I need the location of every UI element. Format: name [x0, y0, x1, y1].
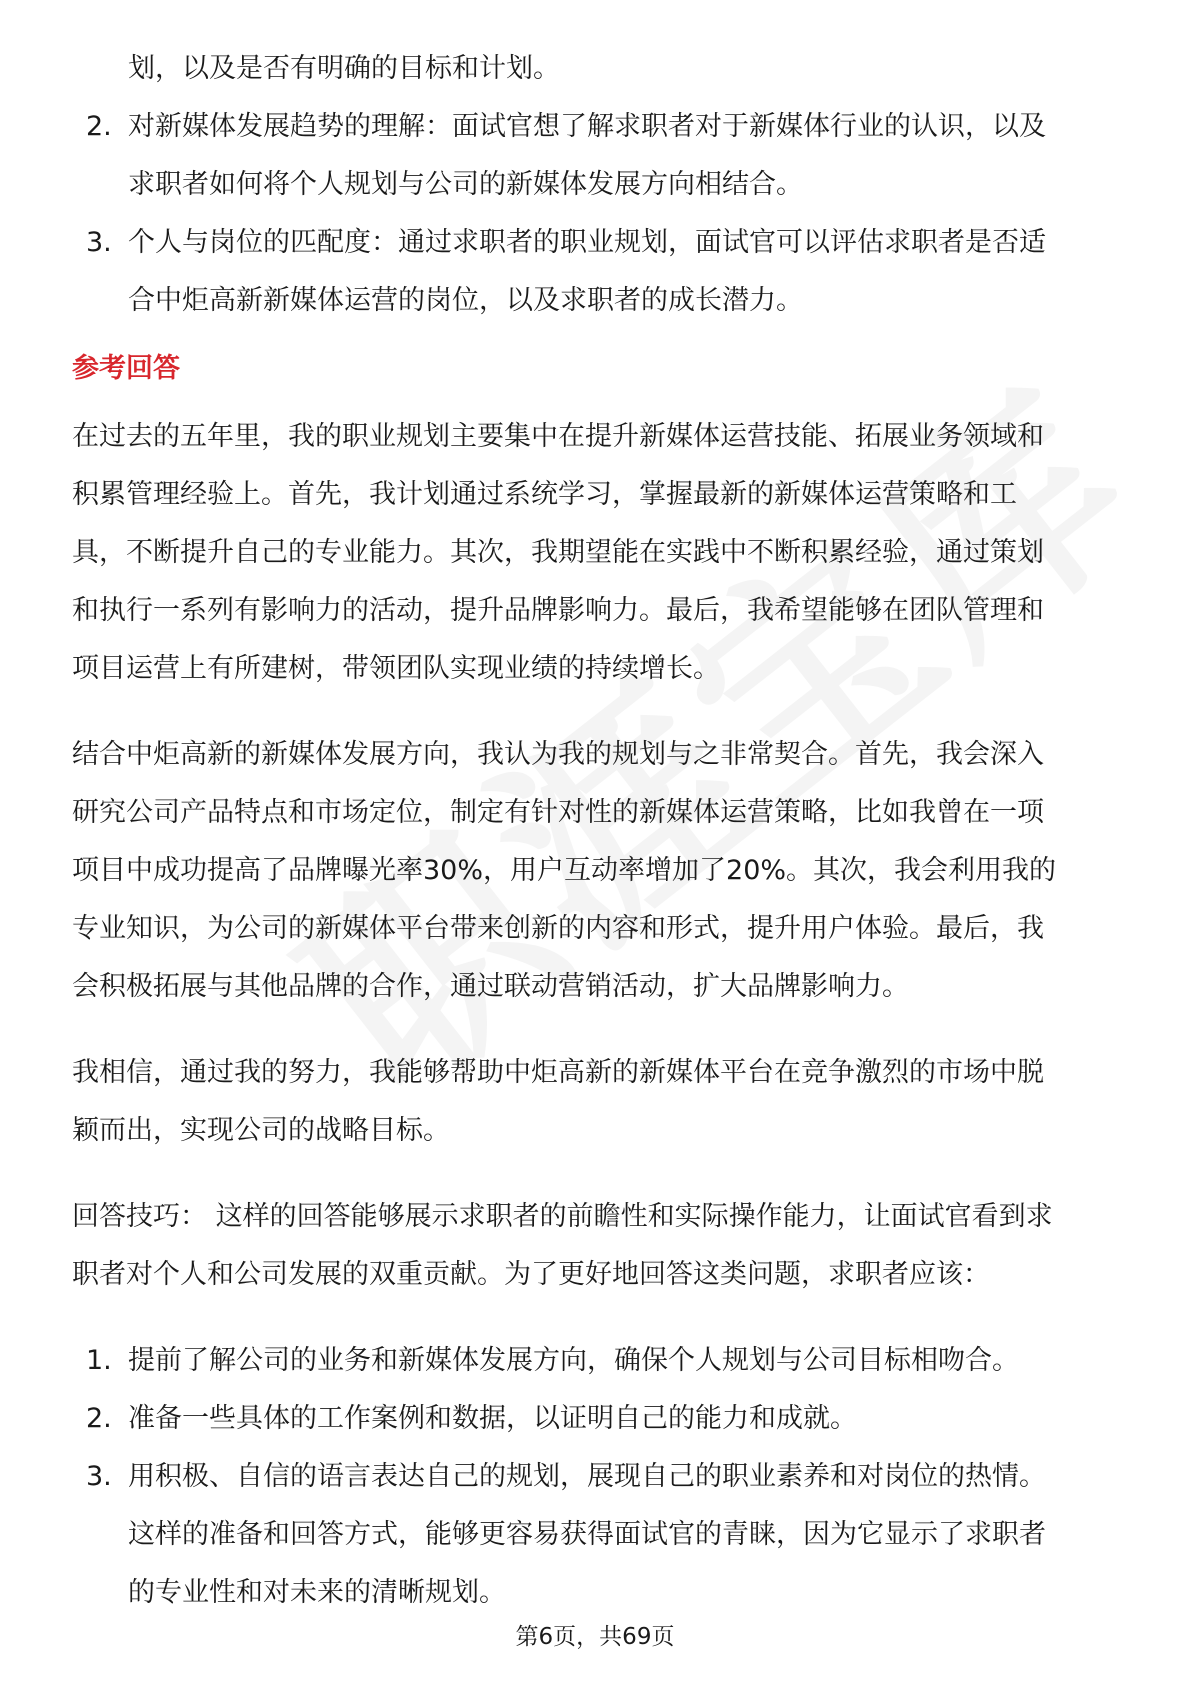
list-item-continuation: 划，以及是否有明确的目标和计划。	[128, 53, 560, 84]
list-item-number: 1.	[86, 1345, 112, 1376]
list-item	[72, 98, 1122, 214]
top-list	[72, 40, 1122, 330]
paragraph	[72, 408, 1122, 698]
paragraph-line: 结合中炬高新的新媒体发展方向，我认为我的规划与之非常契合。首先，我会深入	[72, 739, 1044, 770]
list-item-number: 3.	[86, 1461, 112, 1492]
paragraph-line: 我相信，通过我的努力，我能够帮助中炬高新的新媒体平台在竞争激烈的市场中脱	[72, 1057, 1044, 1088]
list-item-line: 准备一些具体的工作案例和数据，以证明自己的能力和成就。	[128, 1403, 857, 1434]
list-item-line: 个人与岗位的匹配度：通过求职者的职业规划，面试官可以评估求职者是否适	[128, 227, 1046, 258]
list-item-line: 提前了解公司的业务和新媒体发展方向，确保个人规划与公司目标相吻合。	[128, 1345, 1019, 1376]
list-item-line: 这样的准备和回答方式，能够更容易获得面试官的青睐，因为它显示了求职者	[128, 1519, 1046, 1550]
paragraph	[72, 1044, 1122, 1160]
list-item	[72, 1332, 1122, 1390]
list-item-line: 的专业性和对未来的清晰规划。	[128, 1577, 506, 1608]
paragraph-line: 颖而出，实现公司的战略目标。	[72, 1115, 450, 1146]
section-heading: 参考回答	[72, 353, 180, 384]
list-item-line: 求职者如何将个人规划与公司的新媒体发展方向相结合。	[128, 169, 803, 200]
paragraph	[72, 1188, 1122, 1304]
paragraph-line: 回答技巧： 这样的回答能够展示求职者的前瞻性和实际操作能力，让面试官看到求	[72, 1201, 1053, 1232]
paragraph-line: 会积极拓展与其他品牌的合作，通过联动营销活动，扩大品牌影响力。	[72, 971, 909, 1002]
paragraph-line: 职者对个人和公司发展的双重贡献。为了更好地回答这类问题，求职者应该：	[72, 1259, 990, 1290]
paragraph-line: 积累管理经验上。首先，我计划通过系统学习，掌握最新的新媒体运营策略和工	[72, 479, 1017, 510]
paragraph-line: 项目中成功提高了品牌曝光率30%，用户互动率增加了20%。其次，我会利用我的	[72, 855, 1057, 886]
page-content	[72, 40, 1122, 1622]
list-item-line: 对新媒体发展趋势的理解：面试官想了解求职者对于新媒体行业的认识，以及	[128, 111, 1046, 142]
list-item	[72, 1390, 1122, 1448]
paragraph-line: 和执行一系列有影响力的活动，提升品牌影响力。最后，我希望能够在团队管理和	[72, 595, 1044, 626]
paragraph-line: 专业知识，为公司的新媒体平台带来创新的内容和形式，提升用户体验。最后，我	[72, 913, 1044, 944]
list-item-line: 合中炬高新新媒体运营的岗位，以及求职者的成长潜力。	[128, 285, 803, 316]
paragraph-line: 项目运营上有所建树，带领团队实现业绩的持续增长。	[72, 653, 720, 684]
paragraph	[72, 726, 1122, 1016]
paragraph-line: 在过去的五年里，我的职业规划主要集中在提升新媒体运营技能、拓展业务领域和	[72, 421, 1044, 452]
list-item-line: 用积极、自信的语言表达自己的规划，展现自己的职业素养和对岗位的热情。	[128, 1461, 1046, 1492]
list-item-number: 3.	[86, 227, 112, 258]
list-item-number: 2.	[86, 111, 112, 142]
list-item	[72, 1448, 1122, 1622]
list-item-number: 2.	[86, 1403, 112, 1434]
tips-list	[72, 1332, 1122, 1622]
list-item	[72, 214, 1122, 330]
paragraph-line: 研究公司产品特点和市场定位，制定有针对性的新媒体运营策略，比如我曾在一项	[72, 797, 1044, 828]
paragraph-line: 具，不断提升自己的专业能力。其次，我期望能在实践中不断积累经验，通过策划	[72, 537, 1044, 568]
page-number: 第6页，共69页	[515, 1624, 675, 1650]
